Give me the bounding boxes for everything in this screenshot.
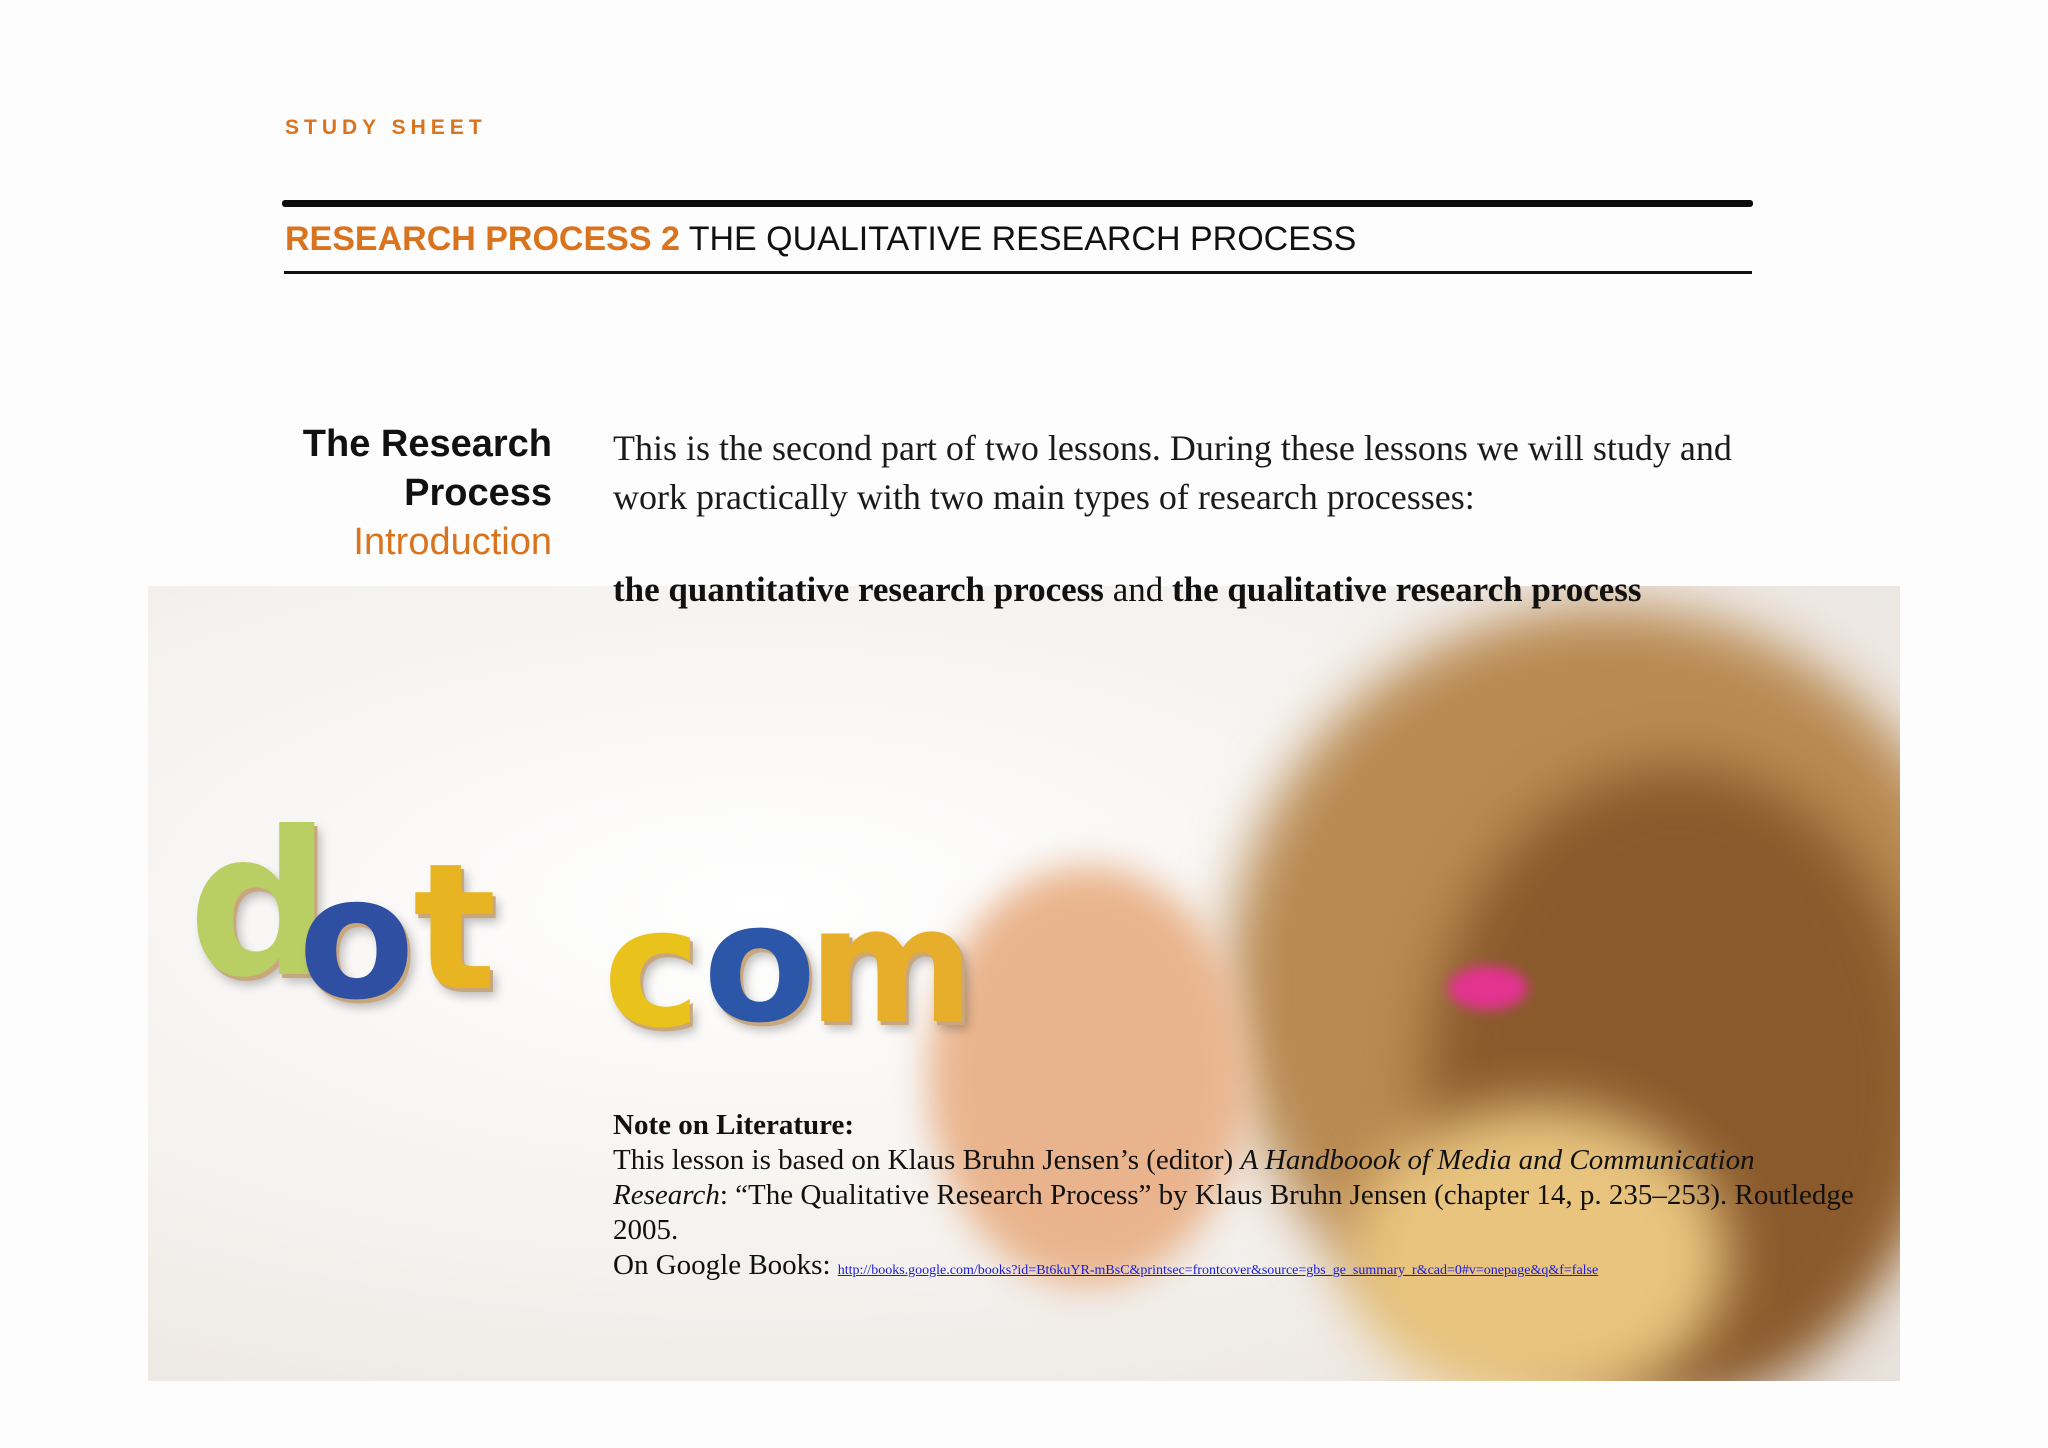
google-books-label: On Google Books:: [613, 1249, 838, 1281]
section-heading: [240, 420, 552, 567]
literature-heading: Note on Literature:: [613, 1109, 855, 1141]
intro-paragraph: This is the second part of two lessons. During these lessons we will study and work practically with two main types of research processes:: [613, 428, 1732, 517]
literature-text-suffix: : “The Qualitative Research Process” by Klaus Bruhn Jensen (chapter 14, p. 235–253). Routledge 2005.: [613, 1179, 1854, 1246]
title-accent: RESEARCH PROCESS 2: [285, 220, 680, 258]
literature-note: [613, 1108, 1863, 1288]
process-type-qualitative: the qualitative research process: [1171, 570, 1642, 609]
hair-tie: [1448, 966, 1528, 1010]
section-subtitle: Introduction: [353, 521, 552, 563]
study-sheet-label: STUDY SHEET: [285, 116, 487, 139]
title-rest: THE QUALITATIVE RESEARCH PROCESS: [688, 220, 1357, 258]
process-types: [613, 570, 1642, 610]
photo-letter-t: t: [413, 827, 497, 1030]
section-title: The Research Process: [302, 423, 552, 514]
page-title: [285, 220, 1356, 259]
process-connector: and: [1112, 570, 1164, 609]
google-books-link[interactable]: http://books.google.com/books?id=Bt6kuYR-mBsC&printsec=frontcover&source=gbs_ge_summary_r&cad=0#v=onepage&q&f=false: [837, 1263, 1599, 1278]
photo-letter-m: m: [808, 872, 975, 1059]
photo-letter-o: o: [703, 867, 817, 1059]
literature-text-prefix: This lesson is based on Klaus Bruhn Jensen’s (editor): [613, 1144, 1241, 1176]
header-rule-top: [282, 200, 1753, 207]
photo-letter-c: c: [603, 872, 701, 1064]
header-rule-bottom: [284, 271, 1752, 274]
process-type-quantitative: the quantitative research process: [613, 570, 1104, 609]
photo-letter-o: o: [298, 840, 415, 1038]
photo-letter-d: d: [188, 789, 332, 1022]
literature-book-title: A Handboook of Media and Communication Research: [613, 1144, 1755, 1211]
